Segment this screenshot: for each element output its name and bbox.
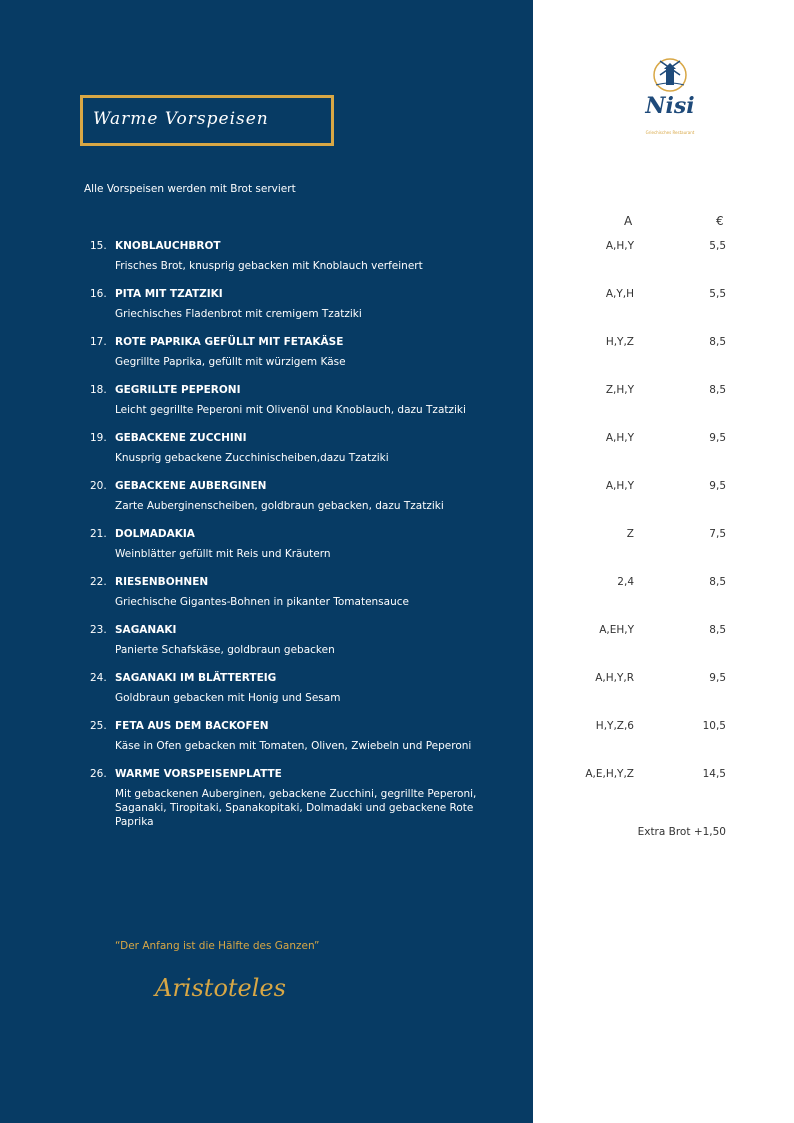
item-price: 10,5 <box>702 720 726 732</box>
item-allergens: A,Y,H <box>605 288 634 300</box>
item-name: SAGANAKI IM BLÄTTERTEIG <box>115 672 277 684</box>
item-allergens: Z,H,Y <box>605 384 634 396</box>
item-description: Goldbraun gebacken mit Honig und Sesam <box>115 692 341 704</box>
item-price: 9,5 <box>709 480 726 492</box>
item-allergens: H,Y,Z,6 <box>595 720 634 732</box>
item-price: 8,5 <box>709 336 726 348</box>
item-name: PITA MIT TZATZIKI <box>115 288 223 300</box>
item-number: 18. <box>90 384 107 396</box>
item-description: Knusprig gebackene Zucchinischeiben,dazu Tzatziki <box>115 452 389 464</box>
item-number: 24. <box>90 672 107 684</box>
item-description: Käse in Ofen gebacken mit Tomaten, Oliven, Zwiebeln und Peperoni <box>115 740 472 752</box>
item-number: 25. <box>90 720 107 732</box>
item-description: Gegrillte Paprika, gefüllt mit würzigem Käse <box>115 356 346 368</box>
item-price: 7,5 <box>709 528 726 540</box>
item-number: 19. <box>90 432 107 444</box>
item-price: 9,5 <box>709 432 726 444</box>
item-description: Panierte Schafskäse, goldbraun gebacken <box>115 644 335 656</box>
item-price: 8,5 <box>709 576 726 588</box>
item-number: 16. <box>90 288 107 300</box>
item-description: Griechisches Fladenbrot mit cremigem Tzatziki <box>115 308 362 320</box>
item-number: 20. <box>90 480 107 492</box>
item-number: 15. <box>90 240 107 252</box>
item-name: GEBACKENE ZUCCHINI <box>115 432 247 444</box>
item-description: Leicht gegrillte Peperoni mit Olivenöl und Knoblauch, dazu Tzatziki <box>115 404 466 416</box>
item-name: GEBACKENE AUBERGINEN <box>115 480 267 492</box>
quote-author: Aristoteles <box>155 974 286 1002</box>
section-title-box <box>80 95 334 146</box>
windmill-icon <box>620 55 720 95</box>
section-subtitle: Alle Vorspeisen werden mit Brot serviert <box>84 183 296 195</box>
item-allergens: A,H,Y,R <box>595 672 634 684</box>
item-number: 23. <box>90 624 107 636</box>
price-column-header: € <box>716 214 724 228</box>
item-price: 8,5 <box>709 384 726 396</box>
section-title: Warme Vorspeisen <box>93 109 269 129</box>
item-number: 26. <box>90 768 107 780</box>
logo-tagline: Griechisches Restaurant <box>645 130 695 135</box>
item-allergens: A,EH,Y <box>599 624 634 636</box>
item-description: Zarte Auberginenscheiben, goldbraun gebacken, dazu Tzatziki <box>115 500 444 512</box>
item-description: Weinblätter gefüllt mit Reis und Kräutern <box>115 548 331 560</box>
item-price: 9,5 <box>709 672 726 684</box>
item-allergens: H,Y,Z <box>605 336 634 348</box>
item-price: 8,5 <box>709 624 726 636</box>
item-name: ROTE PAPRIKA GEFÜLLT MIT FETAKÄSE <box>115 336 344 348</box>
item-description: Mit gebackenen Auberginen, gebackene Zucchini, gegrillte Peperoni, Saganaki, Tiropitaki, Spanakopitaki, Dolmadaki und gebackene Rote Paprika <box>115 788 477 828</box>
extra-bread-note: Extra Brot +1,50 <box>637 826 726 838</box>
item-description: Frisches Brot, knusprig gebacken mit Knoblauch verfeinert <box>115 260 423 272</box>
item-allergens: A,H,Y <box>605 432 634 444</box>
item-number: 21. <box>90 528 107 540</box>
item-price: 5,5 <box>709 288 726 300</box>
item-name: RIESENBOHNEN <box>115 576 209 588</box>
item-name: FETA AUS DEM BACKOFEN <box>115 720 269 732</box>
item-allergens: A,E,H,Y,Z <box>585 768 634 780</box>
item-allergens: Z <box>626 528 634 540</box>
item-description: Griechische Gigantes-Bohnen in pikanter Tomatensauce <box>115 596 409 608</box>
item-name: KNOBLAUCHBROT <box>115 240 221 252</box>
item-allergens: 2,4 <box>617 576 634 588</box>
restaurant-logo <box>620 55 720 145</box>
item-price: 5,5 <box>709 240 726 252</box>
item-number: 22. <box>90 576 107 588</box>
item-name: DOLMADAKIA <box>115 528 195 540</box>
item-name: SAGANAKI <box>115 624 177 636</box>
item-allergens: A,H,Y <box>605 240 634 252</box>
item-name: GEGRILLTE PEPERONI <box>115 384 241 396</box>
item-allergens: A,H,Y <box>605 480 634 492</box>
item-number: 17. <box>90 336 107 348</box>
quote-text: “Der Anfang ist die Hälfte des Ganzen” <box>115 940 320 952</box>
item-name: WARME VORSPEISENPLATTE <box>115 768 282 780</box>
allergens-column-header: A <box>624 214 633 228</box>
item-price: 14,5 <box>702 768 726 780</box>
logo-wordmark: Nisi <box>645 93 695 119</box>
